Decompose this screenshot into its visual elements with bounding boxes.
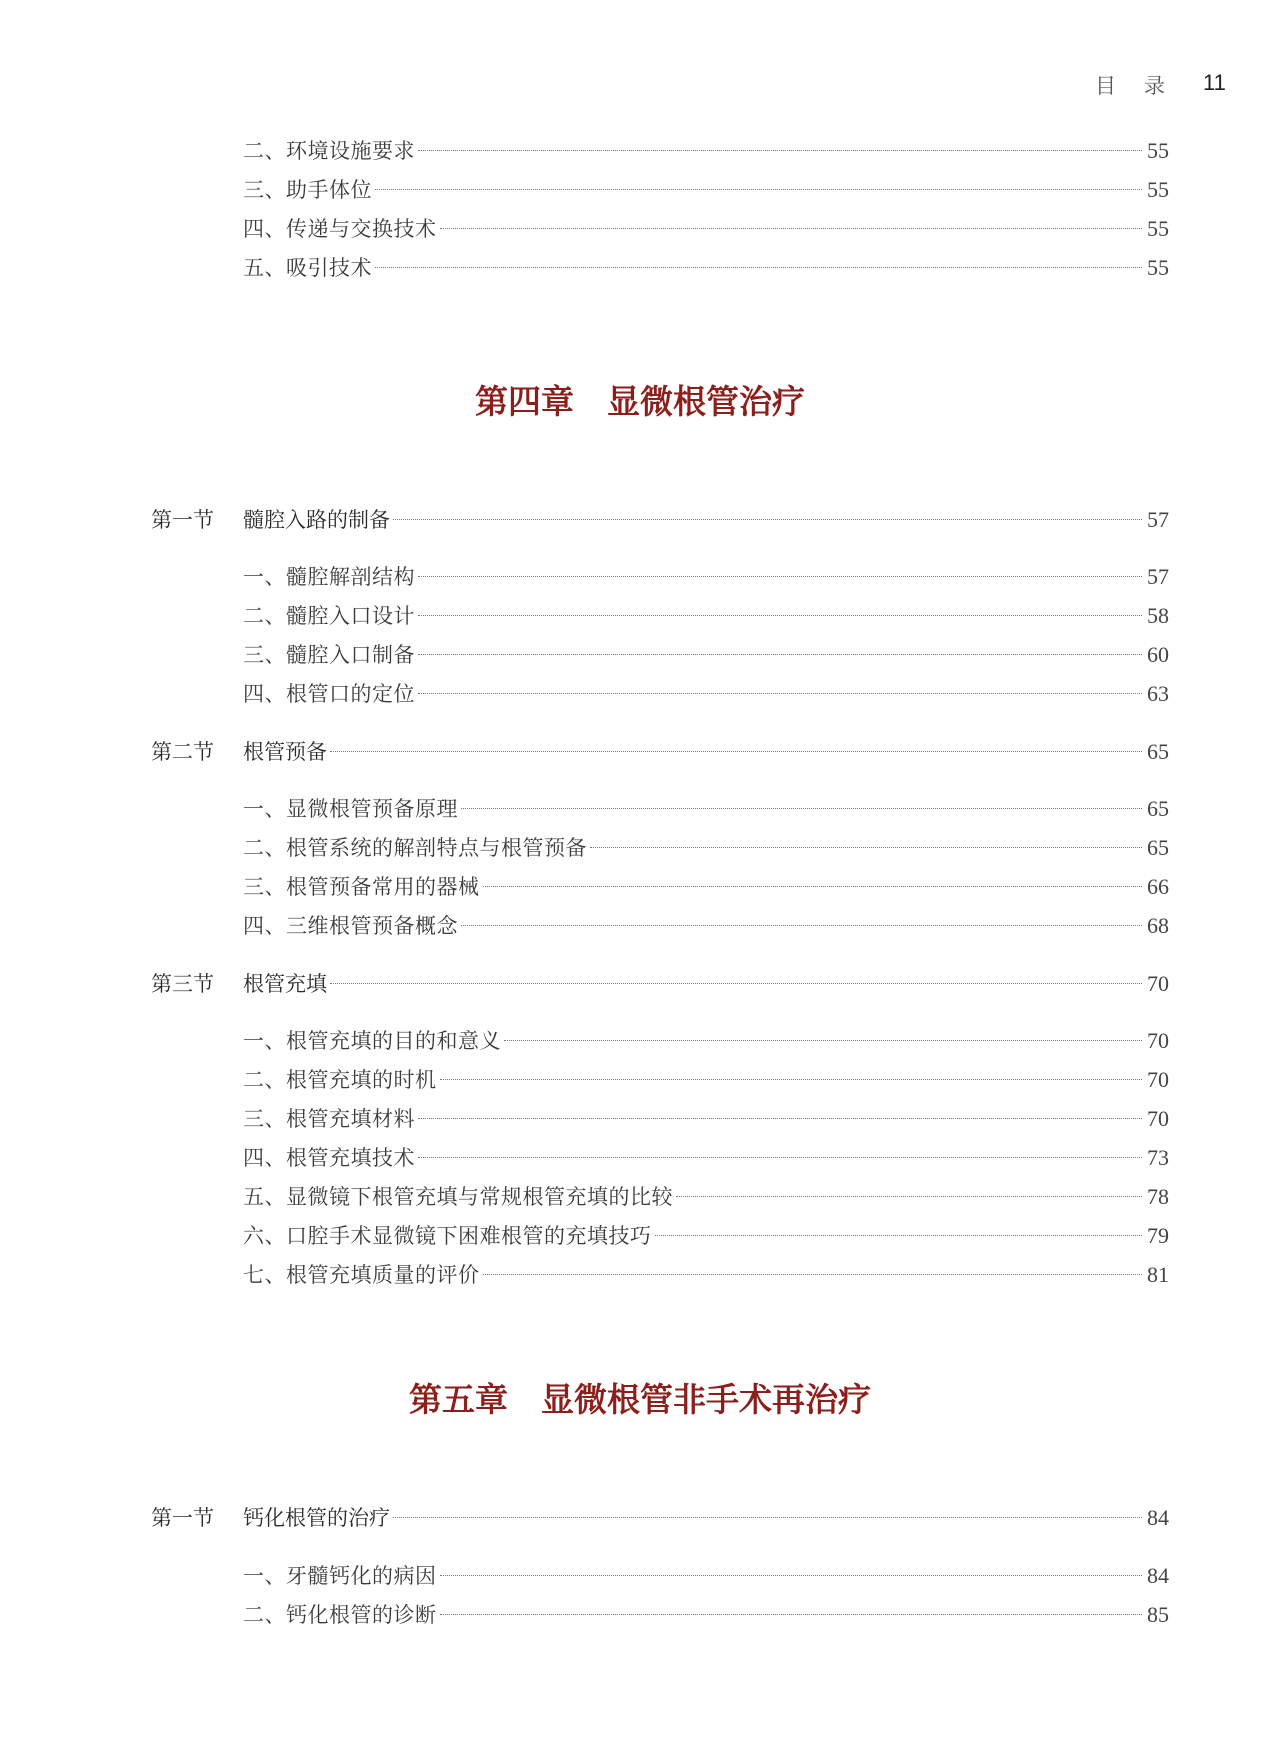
toc-section[interactable] xyxy=(151,504,1169,538)
toc-item[interactable] xyxy=(243,135,1169,169)
toc-item-page: 84 xyxy=(1147,1563,1169,1588)
toc-item-title: 二、钙化根管的诊断 xyxy=(243,1603,437,1627)
toc-item[interactable] xyxy=(243,678,1169,712)
toc-item-page: 57 xyxy=(1147,564,1169,589)
section-number: 第三节 xyxy=(151,972,214,996)
dot-leader xyxy=(461,808,1142,809)
dot-leader xyxy=(418,150,1142,151)
dot-leader xyxy=(418,1157,1142,1158)
toc-item-page: 70 xyxy=(1147,1028,1169,1053)
toc-item[interactable] xyxy=(243,910,1169,944)
toc-item-title: 一、髓腔解剖结构 xyxy=(243,565,415,589)
dot-leader xyxy=(590,847,1142,848)
toc-item[interactable] xyxy=(243,252,1169,286)
toc-item-page: 79 xyxy=(1147,1223,1169,1248)
dot-leader xyxy=(418,576,1142,577)
toc-item[interactable] xyxy=(243,871,1169,905)
toc-item-title: 三、根管预备常用的器械 xyxy=(243,875,480,899)
toc-item-title: 三、髓腔入口制备 xyxy=(243,643,415,667)
toc-item-page: 78 xyxy=(1147,1184,1169,1209)
toc-item[interactable] xyxy=(243,1103,1169,1137)
toc-item-page: 81 xyxy=(1147,1262,1169,1287)
toc-item-title: 四、三维根管预备概念 xyxy=(243,914,458,938)
page-header xyxy=(0,70,1280,100)
dot-leader xyxy=(676,1196,1142,1197)
toc-item[interactable] xyxy=(243,1220,1169,1254)
dot-leader xyxy=(440,1079,1143,1080)
dot-leader xyxy=(504,1040,1142,1041)
toc-item-title: 七、根管充填质量的评价 xyxy=(243,1263,480,1287)
dot-leader xyxy=(483,886,1143,887)
toc-item[interactable] xyxy=(243,639,1169,673)
toc-item[interactable] xyxy=(243,1025,1169,1059)
dot-leader xyxy=(418,1118,1142,1119)
toc-item-title: 二、环境设施要求 xyxy=(243,139,415,163)
toc-item-title: 四、根管口的定位 xyxy=(243,682,415,706)
toc-item-page: 58 xyxy=(1147,603,1169,628)
toc-item-page: 66 xyxy=(1147,874,1169,899)
dot-leader xyxy=(440,228,1143,229)
dot-leader xyxy=(483,1274,1143,1275)
dot-leader xyxy=(330,751,1142,752)
section-page: 84 xyxy=(1147,1505,1169,1530)
section-page: 65 xyxy=(1147,739,1169,764)
toc-item-page: 70 xyxy=(1147,1106,1169,1131)
toc-item-title: 四、传递与交换技术 xyxy=(243,217,437,241)
section-number: 第二节 xyxy=(151,740,214,764)
dot-leader xyxy=(330,983,1142,984)
toc-item[interactable] xyxy=(243,1142,1169,1176)
toc-item-page: 60 xyxy=(1147,642,1169,667)
running-header-title: 目录 xyxy=(1095,74,1193,98)
dot-leader xyxy=(418,654,1142,655)
toc-item-page: 65 xyxy=(1147,796,1169,821)
section-number: 第一节 xyxy=(151,508,214,532)
toc-item-title: 三、助手体位 xyxy=(243,178,372,202)
dot-leader xyxy=(375,267,1142,268)
toc-item[interactable] xyxy=(243,832,1169,866)
dot-leader xyxy=(461,925,1142,926)
toc-item-page: 85 xyxy=(1147,1602,1169,1627)
toc-item[interactable] xyxy=(243,1181,1169,1215)
page-number: 11 xyxy=(1203,70,1226,95)
toc-item[interactable] xyxy=(243,561,1169,595)
section-page: 57 xyxy=(1147,507,1169,532)
toc-item-title: 一、牙髓钙化的病因 xyxy=(243,1564,437,1588)
toc-item-title: 二、髓腔入口设计 xyxy=(243,604,415,628)
dot-leader xyxy=(418,693,1142,694)
toc-item[interactable] xyxy=(243,174,1169,208)
toc-item-title: 一、根管充填的目的和意义 xyxy=(243,1029,501,1053)
toc-item[interactable] xyxy=(243,793,1169,827)
toc-item-page: 68 xyxy=(1147,913,1169,938)
toc-item-page: 55 xyxy=(1147,216,1169,241)
toc-item-page: 55 xyxy=(1147,138,1169,163)
section-page: 70 xyxy=(1147,971,1169,996)
toc-item[interactable] xyxy=(243,1599,1169,1633)
dot-leader xyxy=(393,519,1142,520)
toc-item-title: 五、吸引技术 xyxy=(243,256,372,280)
toc-item-page: 65 xyxy=(1147,835,1169,860)
toc-item-page: 63 xyxy=(1147,681,1169,706)
toc-item[interactable] xyxy=(243,213,1169,247)
chapter-heading: 第五章 显微根管非手术再治疗 xyxy=(409,1380,871,1419)
toc-item-title: 二、根管充填的时机 xyxy=(243,1068,437,1092)
toc-item-title: 三、根管充填材料 xyxy=(243,1107,415,1131)
toc-section[interactable] xyxy=(151,968,1169,1002)
toc-section[interactable] xyxy=(151,736,1169,770)
toc-item[interactable] xyxy=(243,600,1169,634)
toc-item-page: 70 xyxy=(1147,1067,1169,1092)
section-title: 根管充填 xyxy=(243,972,327,996)
toc-item-title: 五、显微镜下根管充填与常规根管充填的比较 xyxy=(243,1185,673,1209)
section-title: 钙化根管的治疗 xyxy=(243,1506,390,1530)
toc-item[interactable] xyxy=(243,1259,1169,1293)
toc-item-page: 73 xyxy=(1147,1145,1169,1170)
toc-item-page: 55 xyxy=(1147,177,1169,202)
dot-leader xyxy=(375,189,1142,190)
chapter-heading: 第四章 显微根管治疗 xyxy=(475,382,805,421)
toc-item-page: 55 xyxy=(1147,255,1169,280)
dot-leader xyxy=(655,1235,1143,1236)
toc-section[interactable] xyxy=(151,1502,1169,1536)
section-number: 第一节 xyxy=(151,1506,214,1530)
section-title: 根管预备 xyxy=(243,740,327,764)
dot-leader xyxy=(440,1575,1143,1576)
dot-leader xyxy=(393,1517,1142,1518)
toc-item-title: 二、根管系统的解剖特点与根管预备 xyxy=(243,836,587,860)
toc-item-title: 一、显微根管预备原理 xyxy=(243,797,458,821)
toc-item-title: 六、口腔手术显微镜下困难根管的充填技巧 xyxy=(243,1224,652,1248)
dot-leader xyxy=(418,615,1142,616)
toc-item-title: 四、根管充填技术 xyxy=(243,1146,415,1170)
toc-item[interactable] xyxy=(243,1560,1169,1594)
dot-leader xyxy=(440,1614,1143,1615)
section-title: 髓腔入路的制备 xyxy=(243,508,390,532)
toc-item[interactable] xyxy=(243,1064,1169,1098)
